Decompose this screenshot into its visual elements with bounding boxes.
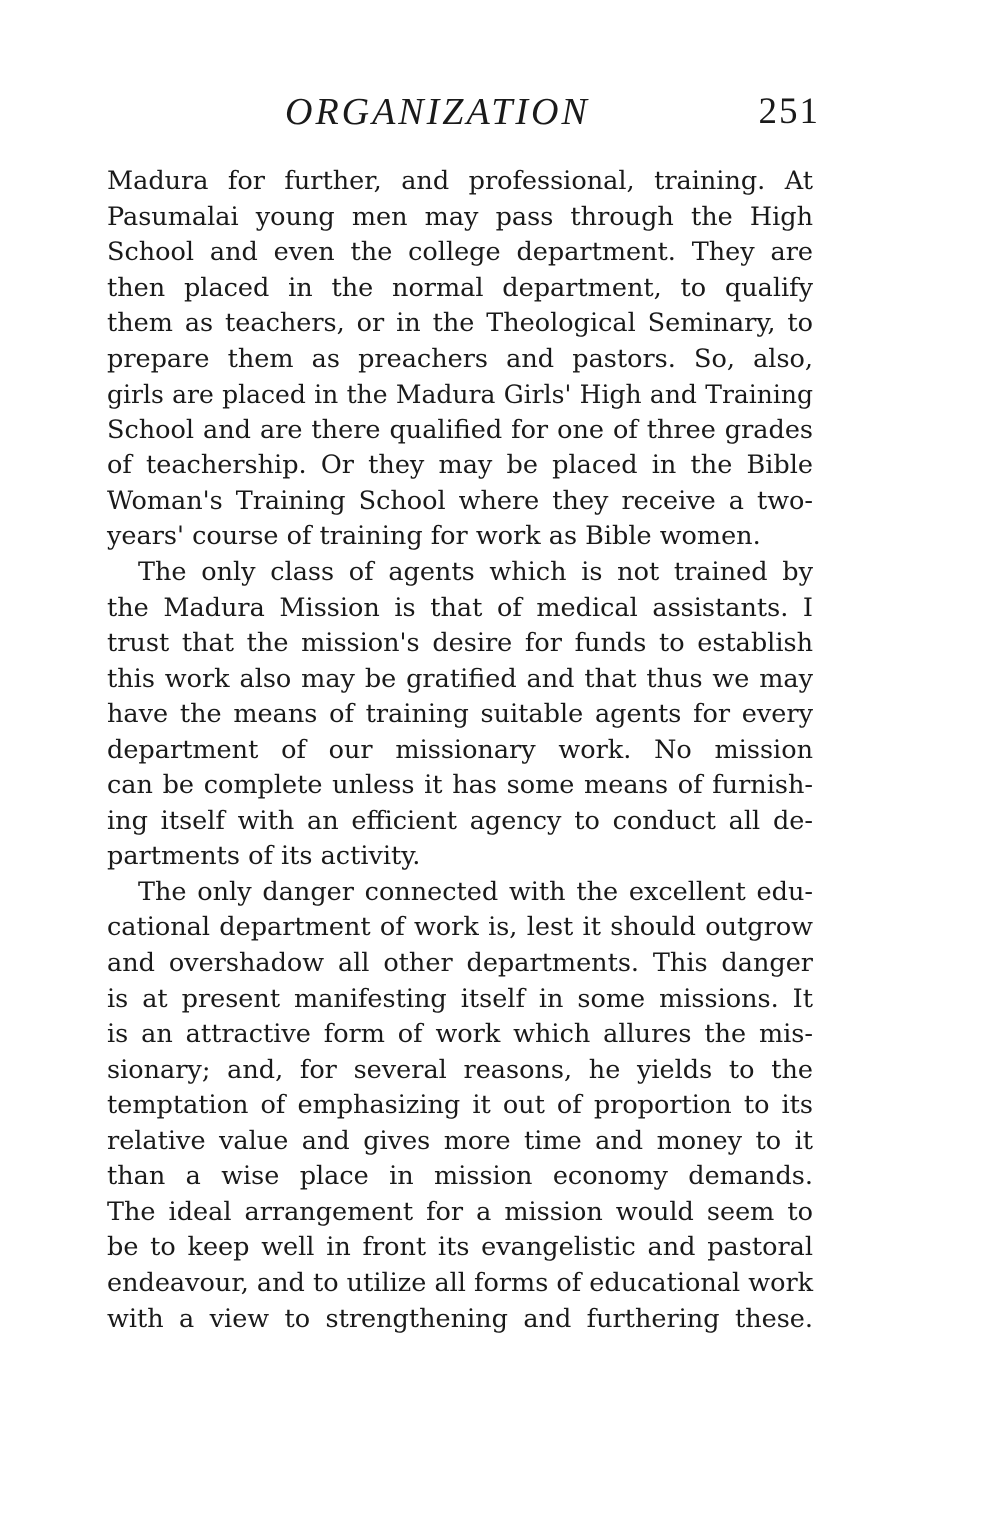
running-title: ORGANIZATION xyxy=(285,91,590,133)
text-line: Woman's Training School where they receive a two- xyxy=(107,485,813,516)
text-line: then placed in the normal department, to qualify xyxy=(107,272,813,303)
text-line: cational department of work is, lest it should outgrow xyxy=(107,912,813,943)
text-line: The only class of agents which is not trained by xyxy=(138,557,813,588)
text-line: department of our missionary work. No mission xyxy=(107,734,813,765)
paragraph-1 xyxy=(107,164,813,555)
text-line: have the means of training suitable agents for every xyxy=(107,699,813,730)
text-line: girls are placed in the Madura Girls' High and Training xyxy=(107,380,813,410)
text-line: prepare them as preachers and pastors. So, also, xyxy=(107,343,813,374)
text-line: trust that the mission's desire for funds to establish xyxy=(107,628,813,659)
text-line: the Madura Mission is that of medical assistants. I xyxy=(107,592,813,623)
text-line: of teachership. Or they may be placed in the Bible xyxy=(107,450,813,481)
text-line: this work also may be gratified and that thus we may xyxy=(107,663,813,694)
text-line: is an attractive form of work which allures the mis- xyxy=(107,1019,813,1050)
text-line: The ideal arrangement for a mission would seem to xyxy=(107,1196,813,1227)
paragraph-2 xyxy=(107,555,813,875)
text-line: relative value and gives more time and money to it xyxy=(107,1125,813,1156)
body-text xyxy=(107,164,813,1337)
text-line: Pasumalai young men may pass through the High xyxy=(107,201,813,232)
text-line: School and even the college department. They are xyxy=(107,237,813,268)
text-line: years' course of training for work as Bible women. xyxy=(107,521,761,552)
paragraph-3 xyxy=(107,875,813,1337)
text-line: sionary; and, for several reasons, he yields to the xyxy=(107,1054,813,1085)
text-line: School and are there qualified for one of three grades xyxy=(107,414,813,445)
text-line: endeavour, and to utilize all forms of educational work xyxy=(107,1267,814,1298)
text-line: be to keep well in front its evangelistic and pastoral xyxy=(107,1232,813,1263)
text-line: partments of its activity. xyxy=(107,841,421,872)
text-line: and overshadow all other departments. This danger xyxy=(107,948,813,979)
text-line: them as teachers, or in the Theological Seminary, to xyxy=(107,308,813,339)
text-line: ing itself with an efficient agency to conduct all de- xyxy=(107,805,813,836)
text-line: than a wise place in mission economy demands. xyxy=(107,1161,813,1192)
text-line: Madura for further, and professional, training. At xyxy=(107,166,813,196)
text-line: The only danger connected with the excellent edu- xyxy=(138,876,813,907)
text-line: can be complete unless it has some means of furnish- xyxy=(107,770,813,801)
text-line: is at present manifesting itself in some missions. It xyxy=(107,983,813,1014)
page-number: 251 xyxy=(758,91,820,132)
text-line: temptation of emphasizing it out of proportion to its xyxy=(107,1090,813,1121)
text-line: with a view to strengthening and furthering these. xyxy=(107,1303,813,1334)
page-header xyxy=(100,84,820,140)
